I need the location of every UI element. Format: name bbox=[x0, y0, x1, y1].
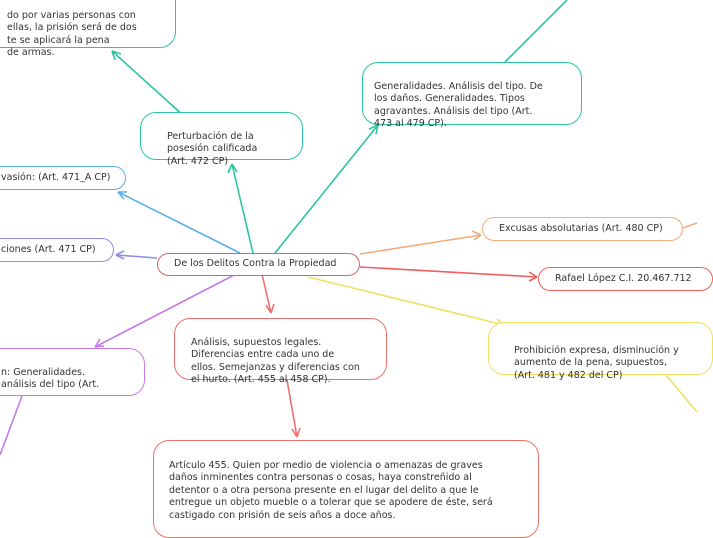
node-top-left-fragment-text: do por varias personas con ellas, la prisión será de dos te se aplicará la pena de armas. bbox=[7, 9, 137, 58]
node-excusas-text: Excusas absolutarias (Art. 480 CP) bbox=[499, 222, 663, 234]
link-generalidades-up bbox=[505, 0, 567, 62]
node-articulo-455[interactable] bbox=[153, 440, 539, 538]
node-generalidades-danos[interactable] bbox=[362, 62, 582, 129]
node-central-text: De los Delitos Contra la Propiedad bbox=[174, 258, 337, 270]
node-excusas[interactable] bbox=[482, 217, 683, 241]
node-usurpaciones[interactable] bbox=[0, 238, 114, 262]
node-author-text: Rafael López C.I. 20.467.712 bbox=[555, 272, 692, 284]
link-perturbacion-topleft bbox=[112, 51, 185, 117]
node-perturbacion-text: Perturbación de la posesión calificada (Art. 472 CP) bbox=[167, 130, 258, 167]
node-left-generalidades[interactable] bbox=[0, 348, 145, 396]
link-central-excusas bbox=[360, 235, 481, 254]
node-prohibicion-text: Prohibición expresa, disminución y aumento de la pena, supuestos, (Art. 481 y 482 del CP) bbox=[514, 344, 679, 381]
node-invasion-text: vasión: (Art. 471_A CP) bbox=[1, 171, 111, 183]
link-central-invasion bbox=[118, 192, 240, 253]
node-generalidades-danos-text: Generalidades. Análisis del tipo. De los daños. Generalidades. Tipos agravantes. Análisis del tipo (Art. 473 al 479 CP). bbox=[374, 80, 543, 129]
node-invasion[interactable] bbox=[0, 166, 126, 190]
node-analisis-supuestos[interactable] bbox=[174, 318, 387, 385]
node-perturbacion[interactable] bbox=[140, 112, 303, 167]
link-prohibicion-down bbox=[666, 375, 697, 412]
node-left-generalidades-text: n: Generalidades. análisis del tipo (Art. bbox=[1, 366, 100, 390]
node-author[interactable] bbox=[538, 267, 713, 291]
node-usurpaciones-text: ciones (Art. 471 CP) bbox=[1, 243, 96, 255]
node-prohibicion[interactable] bbox=[488, 322, 713, 381]
link-excusas-right bbox=[683, 223, 697, 228]
node-top-left-fragment[interactable] bbox=[0, 0, 176, 58]
link-central-perturbacion bbox=[232, 164, 253, 253]
link-central-author bbox=[360, 267, 537, 277]
link-leftgen-down bbox=[0, 396, 22, 455]
node-central[interactable] bbox=[157, 253, 360, 276]
node-analisis-supuestos-text: Análisis, supuestos legales. Diferencias entre cada uno de ellos. Semejanzas y diferencias con el hurto. (Art. 455 al 458 CP). bbox=[191, 336, 360, 385]
node-articulo-455-text: Artículo 455. Quien por medio de violencia o amenazas de graves daños inminentes contra personas o cosas, haya constreñido al detentor o a otra persona presente en el lugar del delito a que le entregue un objeto mueble o a tolerar que se apodere de éste, será castigado con prisión de seis años a doce años. bbox=[169, 459, 493, 521]
link-analisis-articulo bbox=[287, 380, 297, 437]
